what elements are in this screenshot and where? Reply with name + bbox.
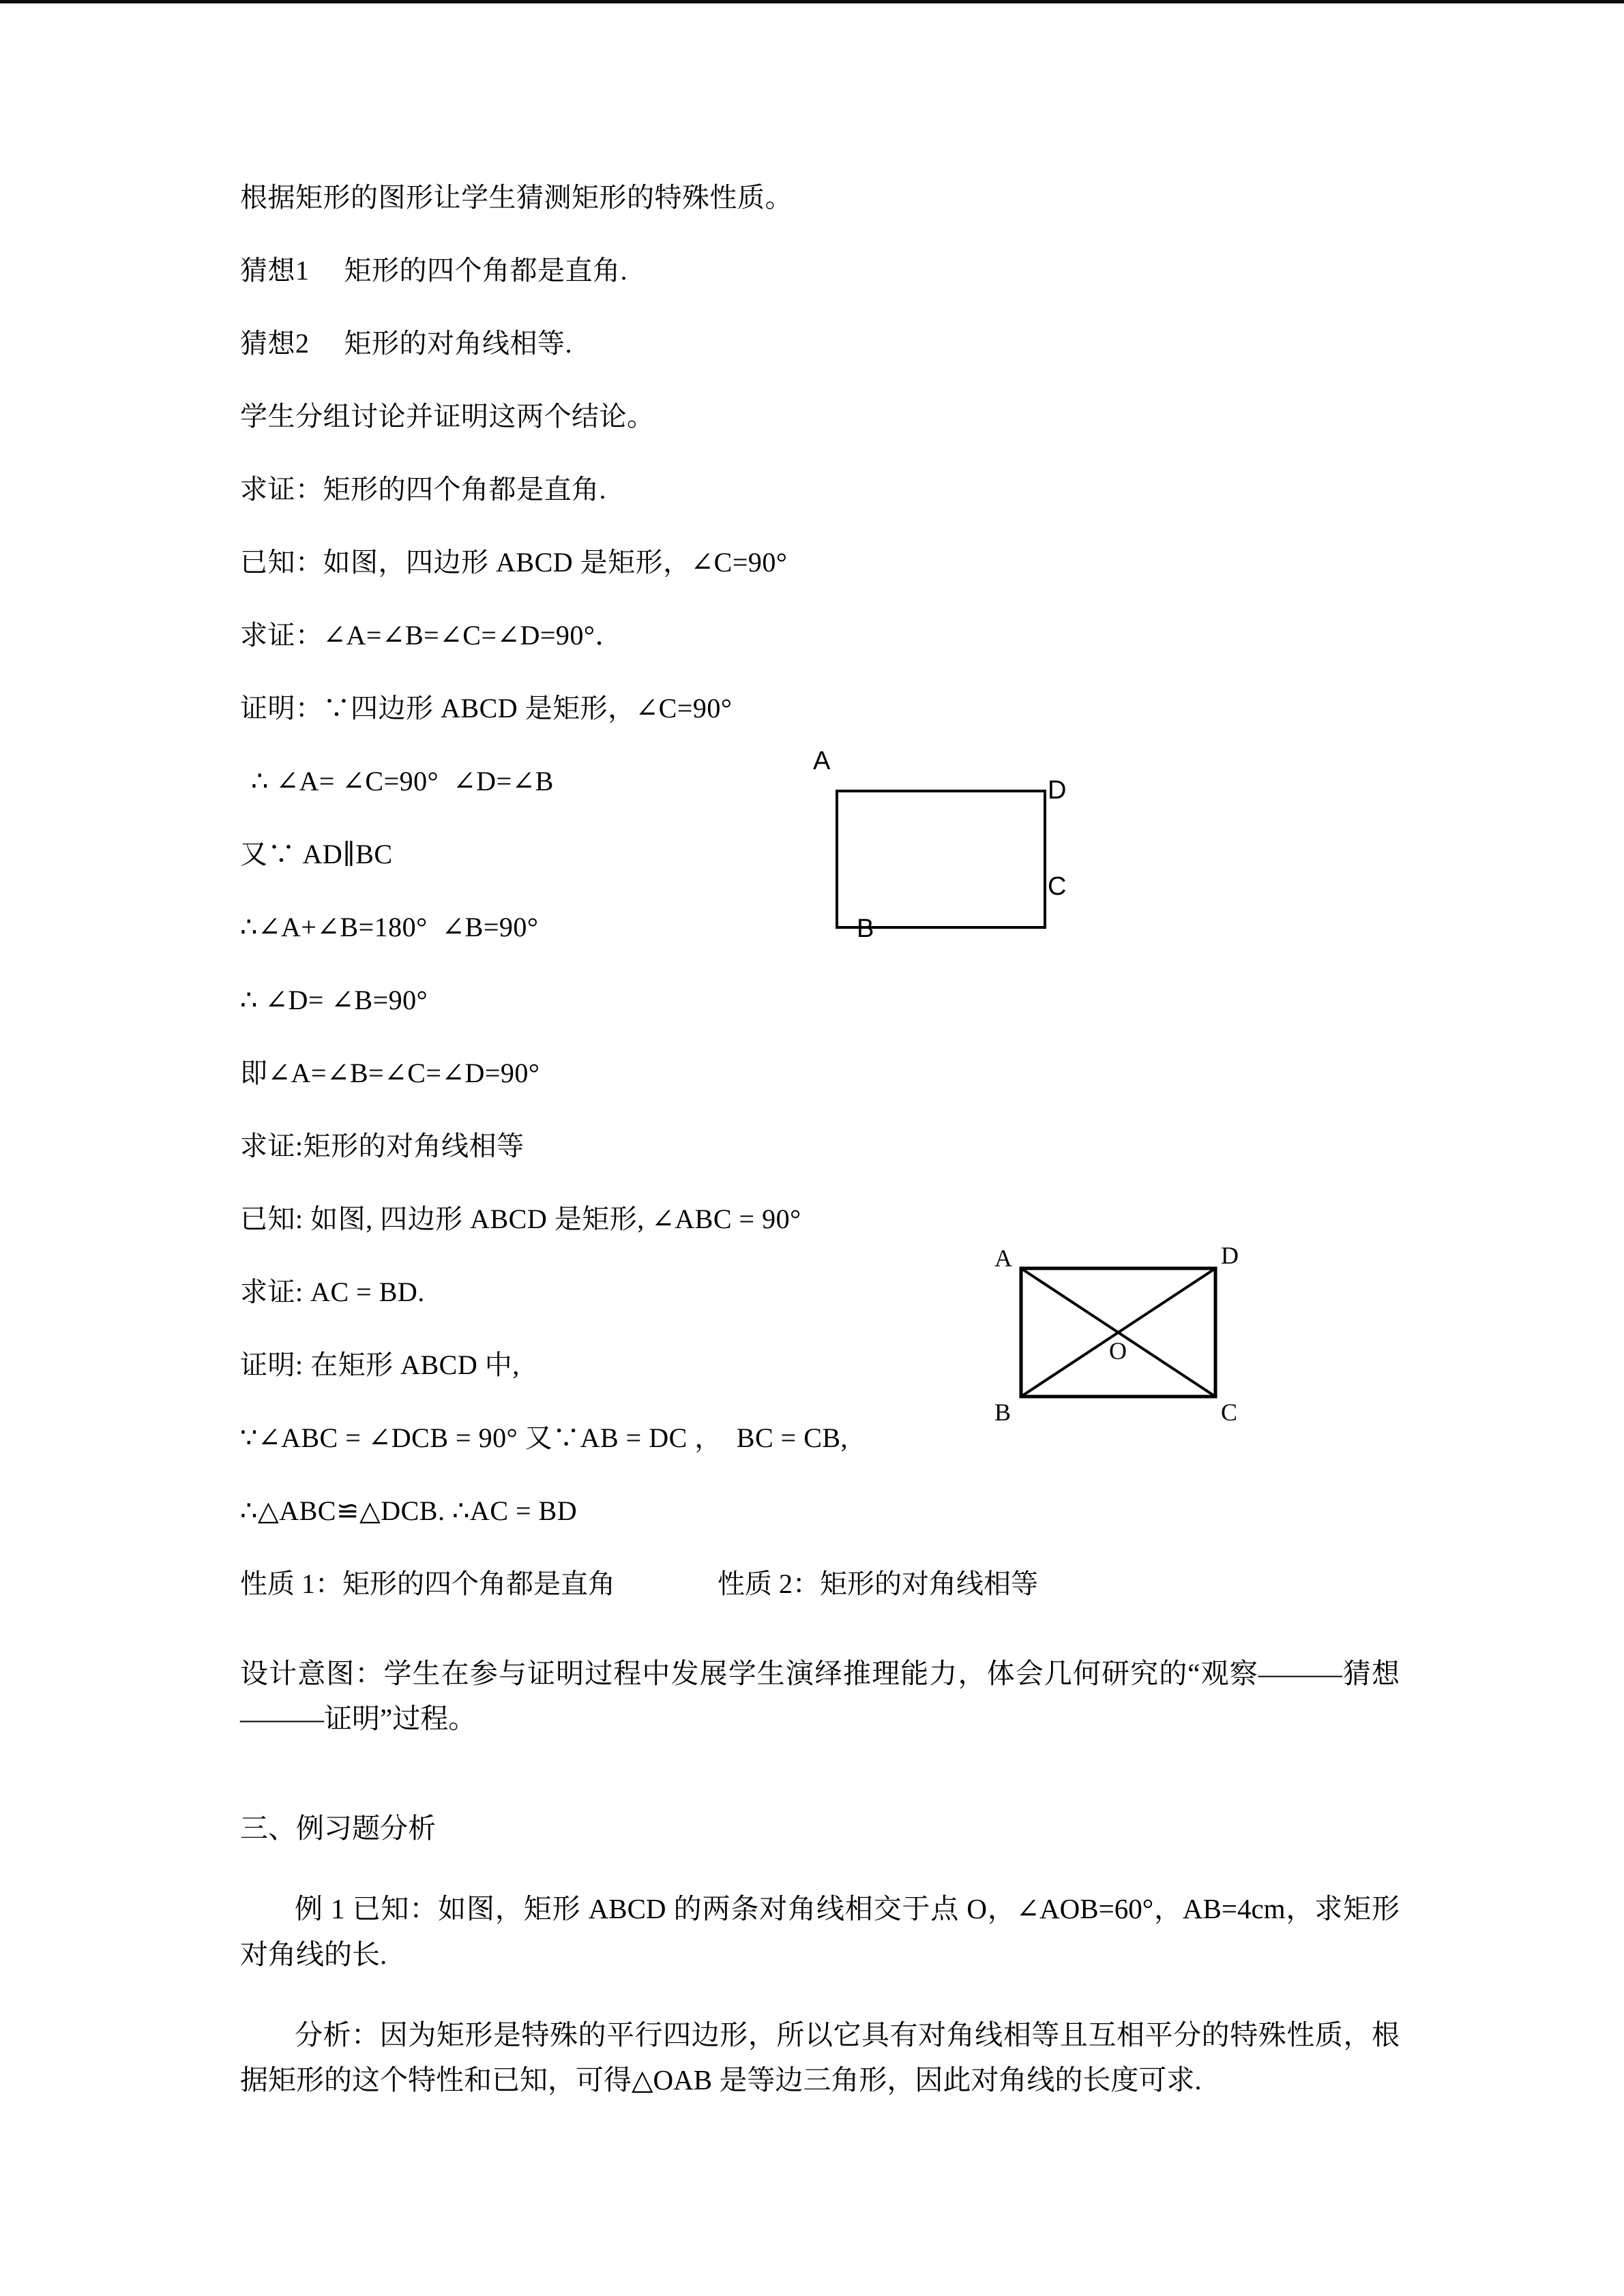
proof1-given: 已知：如图，四边形 ABCD 是矩形，∠C=90° bbox=[240, 547, 788, 578]
conjecture-1: 猜想1 矩形的四个角都是直角. bbox=[240, 255, 628, 286]
figure-2-label-o: O bbox=[1109, 1337, 1127, 1365]
group-discussion-line: 学生分组讨论并证明这两个结论。 bbox=[240, 401, 655, 432]
document-body bbox=[240, 184, 1400, 2110]
proof1-step-3: 又∵ AD∥BC bbox=[240, 839, 393, 869]
design-intent-paragraph: 设计意图：学生在参与证明过程中发展学生演绎推理能力，体会几何研究的“观察———猜想———证明”过程。 bbox=[240, 1658, 1400, 1735]
proof2-step-2: ∵∠ABC = ∠DCB = 90° 又∵AB = DC ， BC = CB, bbox=[240, 1422, 848, 1453]
section-heading-examples: 三、例习题分析 bbox=[240, 1812, 436, 1844]
proof1-step-6: 即∠A=∠B=∠C=∠D=90° bbox=[240, 1058, 540, 1088]
proof1-step-4: ∴∠A+∠B=180° ∠B=90° bbox=[240, 912, 539, 942]
proof1-step-1: 证明：∵四边形 ABCD 是矩形，∠C=90° bbox=[240, 693, 733, 724]
property-2: 性质 2：矩形的对角线相等 bbox=[718, 1568, 1038, 1599]
proof2-step-3: ∴△ABC≌△DCB. ∴AC = BD bbox=[240, 1495, 578, 1526]
proof2-step-1: 证明: 在矩形 ABCD 中, bbox=[240, 1350, 520, 1380]
conjecture-2: 猜想2 矩形的对角线相等. bbox=[240, 328, 572, 359]
proof2-given: 已知: 如图, 四边形 ABCD 是矩形, ∠ABC = 90° bbox=[240, 1204, 801, 1234]
proof1-step-5: ∴ ∠D= ∠B=90° bbox=[240, 985, 428, 1015]
figure-2-label-c: C bbox=[1221, 1399, 1238, 1426]
figure-1-label-b: B bbox=[857, 914, 874, 943]
proof1-goal: 求证：矩形的四个角都是直角. bbox=[240, 474, 606, 505]
analysis-paragraph: 分析：因为矩形是特殊的平行四边形，所以它具有对角线相等且互相平分的特殊性质，根据矩形的这个特性和已知，可得△OAB 是等边三角形，因此对角线的长度可求. bbox=[240, 2019, 1400, 2096]
property-1: 性质 1：矩形的四个角都是直角 bbox=[240, 1568, 615, 1599]
figure-1-label-d: D bbox=[1048, 776, 1067, 805]
properties-row bbox=[240, 1570, 1400, 1598]
intro-line: 根据矩形的图形让学生猜测矩形的特殊性质。 bbox=[240, 182, 793, 213]
proof1-step-2: ∴ ∠A= ∠C=90° ∠D=∠B bbox=[251, 766, 554, 796]
figure-2-label-d: D bbox=[1221, 1242, 1239, 1269]
proof2-goal: 求证:矩形的对角线相等 bbox=[240, 1131, 525, 1161]
proof1-to-prove: 求证：∠A=∠B=∠C=∠D=90°． bbox=[240, 620, 623, 651]
proof2-to-prove: 求证: AC = BD. bbox=[240, 1277, 425, 1307]
figure-1-label-a: A bbox=[813, 747, 831, 775]
figure-2-label-a: A bbox=[994, 1244, 1012, 1272]
figure-2-label-b: B bbox=[994, 1399, 1012, 1426]
section-spacer bbox=[240, 1777, 1400, 1806]
example-1-paragraph: 例 1 已知：如图，矩形 ABCD 的两条对角线相交于点 O，∠AOB=60°，AB=4cm，求矩形对角线的长. bbox=[240, 1893, 1400, 1970]
page-top-rule bbox=[0, 0, 1624, 3]
figure-1-label-c: C bbox=[1048, 872, 1067, 901]
